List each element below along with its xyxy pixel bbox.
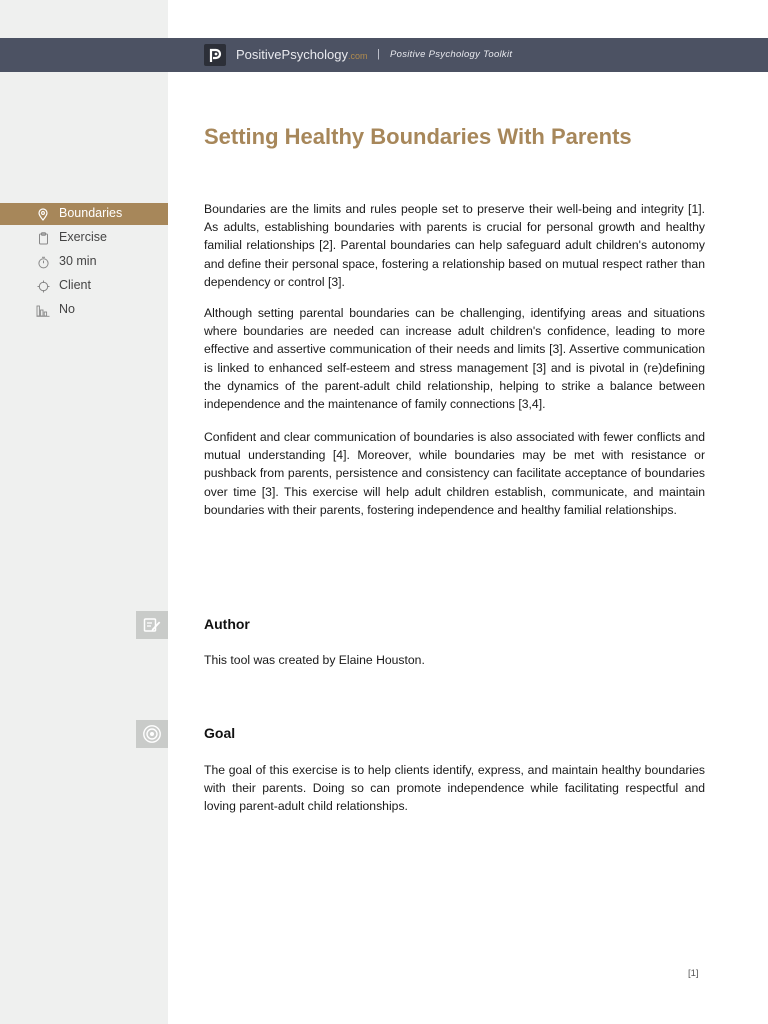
page-title: Setting Healthy Boundaries With Parents (204, 124, 632, 149)
intro-paragraph-2: Although setting parental boundaries can be challenging, identifying areas and situations where boundaries are needed can increase adult children's confidence, leading to more effective and assertive communication of their needs and limits [3]. Assertive communication is linked to enhanced self-esteem and stress management [3] and is pivotal in (re)defining the dynamics of the parent-adult child relationship, helping to strike a balance between independence and the maintenance of family connections [3,4]. (204, 306, 705, 412)
bar-chart-icon (36, 303, 50, 317)
brand-name-text: PositivePsychology (236, 47, 348, 62)
intro-paragraph-3: Confident and clear communication of boundaries is also associated with fewer conflicts and mutual understanding [4]. Moreover, while boundaries may be met with resistance or pushback from parents, persistence and consistency can facilitate acceptance of boundaries over time [3]. This exercise will help adult children establish, communicate, and maintain boundaries with their parents, fostering independence and healthy familial relationships. (204, 430, 705, 517)
sidebar-item-audience (0, 275, 168, 297)
header-separator: | (377, 48, 380, 60)
brand-suffix: .com (348, 51, 368, 61)
sidebar-item-label: No (59, 302, 75, 316)
sidebar-item-scored (0, 299, 168, 321)
page-number: [1] (688, 968, 699, 979)
sidebar-item-label: Client (59, 278, 91, 292)
sidebar-item-duration (0, 251, 168, 273)
crosshair-icon (36, 279, 50, 293)
author-text: This tool was created by Elaine Houston. (204, 653, 425, 667)
author-heading: Author (204, 616, 250, 632)
clipboard-icon (36, 231, 50, 245)
goal-text: The goal of this exercise is to help clients identify, express, and maintain healthy boundaries with their parents. Doing so can promote independence while facilitating respectful and loving parent-adult child relationships. (204, 763, 705, 814)
target-icon (136, 720, 168, 748)
sidebar-item-exercise (0, 227, 168, 249)
sidebar-item-label: Exercise (59, 230, 107, 244)
location-pin-icon (36, 207, 50, 221)
toolkit-label: Positive Psychology Toolkit (390, 49, 513, 60)
goal-heading: Goal (204, 725, 236, 741)
logo-icon (204, 44, 226, 66)
edit-note-icon (136, 611, 168, 639)
sidebar-item-boundaries (0, 203, 168, 225)
sidebar-item-label: Boundaries (59, 206, 123, 220)
intro-paragraph-1: Boundaries are the limits and rules people set to preserve their well-being and integrity [1]. As adults, establishing boundaries with parents is crucial for personal growth and healthy familial relationships [2]. Parental boundaries can help safeguard adult children's autonomy and define their personal space, fostering a relationship based on mutual respect rather than dependency or control [3]. (204, 202, 705, 289)
stopwatch-icon (36, 255, 50, 269)
brand-name (236, 47, 368, 62)
sidebar-item-label: 30 min (59, 254, 97, 268)
sidebar-background (0, 0, 168, 1024)
header-bar (0, 38, 768, 72)
